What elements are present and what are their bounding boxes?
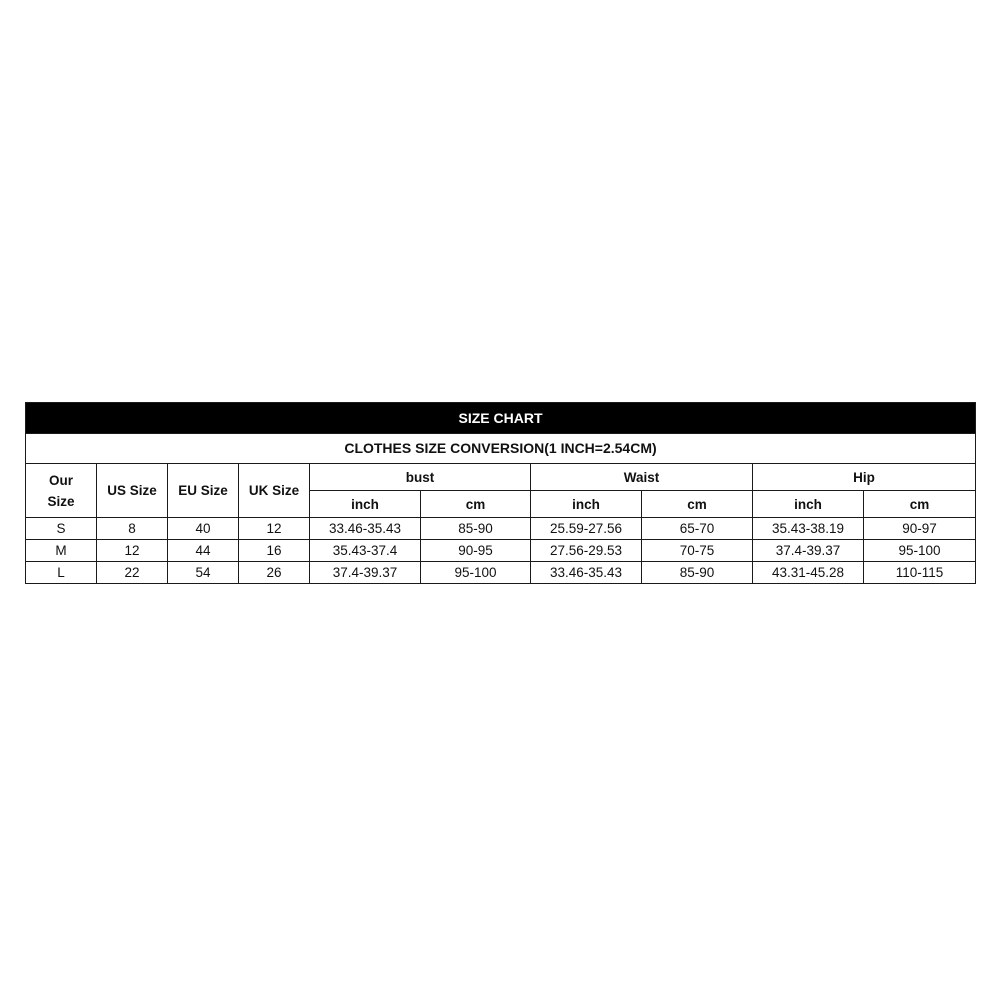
cell-hip-cm: 90-97 <box>864 518 976 540</box>
cell-hip-cm: 110-115 <box>864 562 976 584</box>
table-row <box>26 518 976 540</box>
cell-eu-size: 44 <box>168 540 239 562</box>
cell-bust-inch: 33.46-35.43 <box>310 518 421 540</box>
cell-bust-cm: 90-95 <box>421 540 531 562</box>
cell-us-size: 8 <box>97 518 168 540</box>
header-hip: Hip <box>753 464 976 491</box>
table-row <box>26 562 976 584</box>
cell-waist-inch: 27.56-29.53 <box>531 540 642 562</box>
header-eu-size: EU Size <box>168 464 239 518</box>
cell-waist-inch: 25.59-27.56 <box>531 518 642 540</box>
cell-our-size: M <box>26 540 97 562</box>
header-hip-inch: inch <box>753 491 864 518</box>
cell-bust-inch: 37.4-39.37 <box>310 562 421 584</box>
header-bust: bust <box>310 464 531 491</box>
header-hip-cm: cm <box>864 491 976 518</box>
cell-eu-size: 40 <box>168 518 239 540</box>
header-our-size-line1: Our <box>48 472 73 488</box>
header-us-size: US Size <box>97 464 168 518</box>
cell-us-size: 12 <box>97 540 168 562</box>
header-waist: Waist <box>531 464 753 491</box>
cell-eu-size: 54 <box>168 562 239 584</box>
size-chart-table <box>25 402 976 584</box>
header-uk-size: UK Size <box>239 464 310 518</box>
cell-hip-cm: 95-100 <box>864 540 976 562</box>
table-row <box>26 540 976 562</box>
chart-title: SIZE CHART <box>26 403 976 434</box>
cell-hip-inch: 43.31-45.28 <box>753 562 864 584</box>
chart-subtitle: CLOTHES SIZE CONVERSION(1 INCH=2.54CM) <box>26 434 976 464</box>
cell-waist-cm: 85-90 <box>642 562 753 584</box>
cell-waist-cm: 70-75 <box>642 540 753 562</box>
header-bust-cm: cm <box>421 491 531 518</box>
cell-waist-inch: 33.46-35.43 <box>531 562 642 584</box>
cell-our-size: S <box>26 518 97 540</box>
cell-our-size: L <box>26 562 97 584</box>
cell-uk-size: 12 <box>239 518 310 540</box>
cell-bust-cm: 85-90 <box>421 518 531 540</box>
size-chart <box>25 402 975 584</box>
cell-bust-cm: 95-100 <box>421 562 531 584</box>
cell-waist-cm: 65-70 <box>642 518 753 540</box>
header-bust-inch: inch <box>310 491 421 518</box>
header-waist-inch: inch <box>531 491 642 518</box>
cell-us-size: 22 <box>97 562 168 584</box>
cell-hip-inch: 37.4-39.37 <box>753 540 864 562</box>
cell-hip-inch: 35.43-38.19 <box>753 518 864 540</box>
header-our-size <box>26 464 97 518</box>
header-our-size-line2: Size <box>47 493 75 509</box>
cell-bust-inch: 35.43-37.4 <box>310 540 421 562</box>
cell-uk-size: 16 <box>239 540 310 562</box>
cell-uk-size: 26 <box>239 562 310 584</box>
header-waist-cm: cm <box>642 491 753 518</box>
